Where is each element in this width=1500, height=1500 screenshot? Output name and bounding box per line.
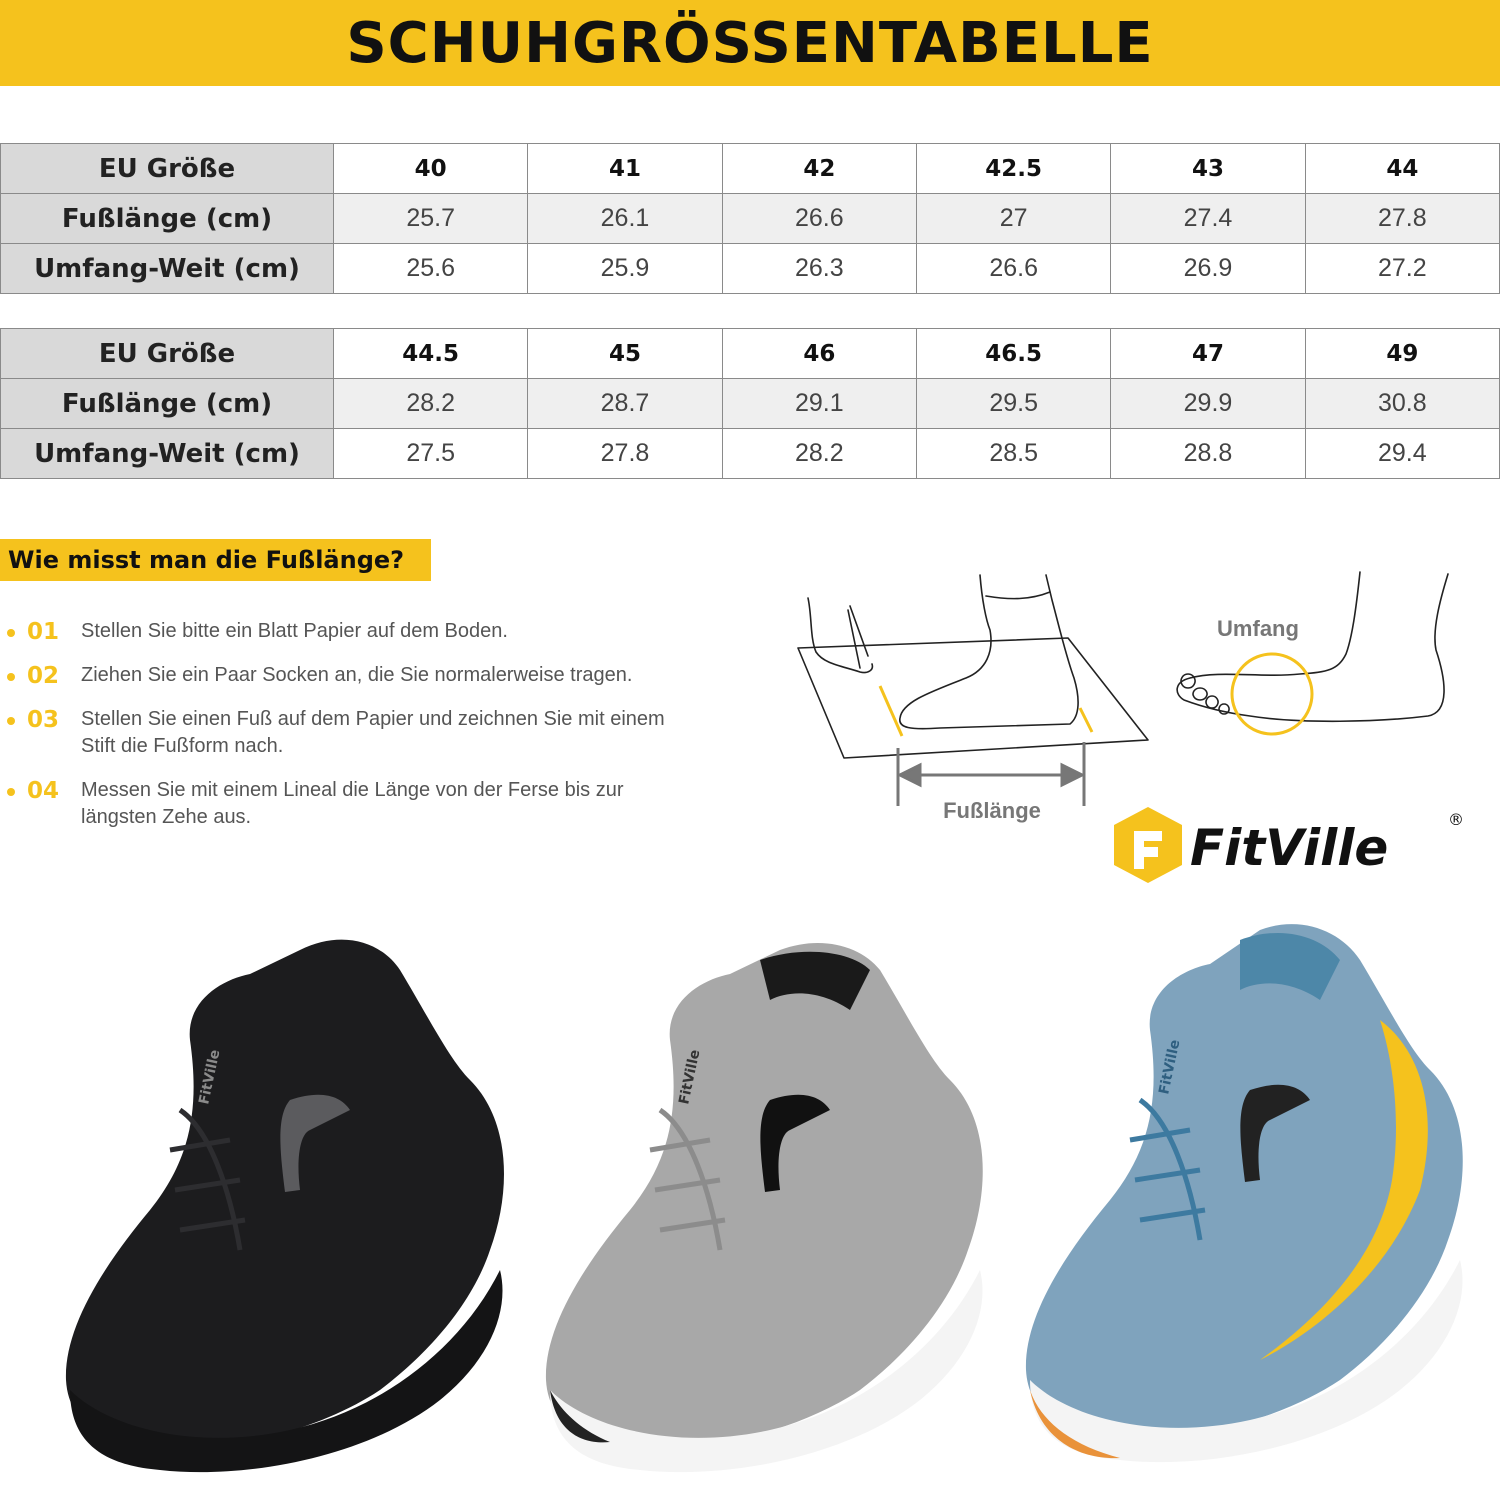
foot-outline-icon bbox=[900, 575, 1078, 729]
table-cell: 28.2 bbox=[334, 379, 528, 429]
arrow-right-icon bbox=[1062, 765, 1082, 785]
brand-name: FitVille bbox=[1190, 819, 1389, 877]
row-label-width: Umfang-Weit (cm) bbox=[1, 429, 334, 479]
table-cell: 29.4 bbox=[1305, 429, 1499, 479]
brand-mark-icon bbox=[1114, 807, 1182, 883]
row-label-foot-length: Fußlänge (cm) bbox=[1, 194, 334, 244]
black-sneaker-image bbox=[66, 940, 504, 1473]
table-cell: 49 bbox=[1305, 329, 1499, 379]
step-number: 02 bbox=[27, 663, 60, 689]
table-cell: 26.9 bbox=[1111, 244, 1305, 294]
table-cell: 28.2 bbox=[722, 429, 916, 479]
table-cell: 25.7 bbox=[334, 194, 528, 244]
table-cell: 25.6 bbox=[334, 244, 528, 294]
table-cell: 29.9 bbox=[1111, 379, 1305, 429]
table-cell: 28.8 bbox=[1111, 429, 1305, 479]
step-text: Ziehen Sie ein Paar Socken an, die Sie normalerweise tragen. bbox=[81, 664, 633, 686]
table-cell: 27.5 bbox=[334, 429, 528, 479]
table-row bbox=[1, 244, 1500, 294]
step-number: 03 bbox=[27, 707, 60, 733]
step-number: 01 bbox=[27, 619, 60, 645]
size-table-1 bbox=[0, 143, 1500, 294]
title-banner bbox=[0, 0, 1500, 86]
table-cell: 27.8 bbox=[528, 429, 722, 479]
table-cell: 40 bbox=[334, 144, 528, 194]
table-cell: 26.3 bbox=[722, 244, 916, 294]
table-cell: 28.5 bbox=[916, 429, 1110, 479]
table-cell: 26.6 bbox=[916, 244, 1110, 294]
table-cell: 42.5 bbox=[916, 144, 1110, 194]
hand-icon bbox=[808, 598, 872, 673]
row-label-eu: EU Größe bbox=[1, 329, 334, 379]
list-item bbox=[0, 703, 720, 760]
table-row bbox=[1, 379, 1500, 429]
row-label-foot-length: Fußlänge (cm) bbox=[1, 379, 334, 429]
howto-title: Wie misst man die Fußlänge? bbox=[8, 546, 405, 574]
table-cell: 25.9 bbox=[528, 244, 722, 294]
table-cell: 46.5 bbox=[916, 329, 1110, 379]
table-cell: 43 bbox=[1111, 144, 1305, 194]
table-cell: 27 bbox=[916, 194, 1110, 244]
table-cell: 44 bbox=[1305, 144, 1499, 194]
table-row bbox=[1, 329, 1500, 379]
table-row bbox=[1, 429, 1500, 479]
table-cell: 27.2 bbox=[1305, 244, 1499, 294]
table-cell: 46 bbox=[722, 329, 916, 379]
length-label: Fußlänge bbox=[943, 798, 1041, 823]
table-cell: 26.6 bbox=[722, 194, 916, 244]
table-row bbox=[1, 144, 1500, 194]
table-cell: 44.5 bbox=[334, 329, 528, 379]
table-cell: 45 bbox=[528, 329, 722, 379]
blue-sneaker-image bbox=[1026, 924, 1463, 1462]
list-item bbox=[0, 615, 720, 649]
shoe-print-label: FitVille bbox=[676, 1048, 704, 1106]
product-shoes bbox=[0, 890, 1500, 1500]
grey-sneaker-image bbox=[546, 943, 983, 1472]
circumference-label: Umfang bbox=[1217, 616, 1299, 641]
step-text: Stellen Sie bitte ein Blatt Papier auf dem Boden. bbox=[81, 620, 508, 642]
bullet-icon bbox=[7, 629, 15, 637]
paper-sheet-icon bbox=[798, 638, 1148, 758]
table-cell: 27.8 bbox=[1305, 194, 1499, 244]
list-item bbox=[0, 659, 720, 693]
bullet-icon bbox=[7, 788, 15, 796]
arrow-left-icon bbox=[900, 765, 920, 785]
step-number: 04 bbox=[27, 778, 60, 804]
table-cell: 30.8 bbox=[1305, 379, 1499, 429]
bullet-icon bbox=[7, 673, 15, 681]
table-cell: 28.7 bbox=[528, 379, 722, 429]
table-cell: 29.1 bbox=[722, 379, 916, 429]
page-title: SCHUHGRÖSSENTABELLE bbox=[346, 10, 1154, 76]
list-item bbox=[0, 774, 720, 831]
registered-mark: ® bbox=[1448, 810, 1464, 829]
bullet-icon bbox=[7, 717, 15, 725]
table-cell: 26.1 bbox=[528, 194, 722, 244]
size-table-2 bbox=[0, 328, 1500, 479]
table-row bbox=[1, 194, 1500, 244]
brand-logo bbox=[1112, 805, 1472, 885]
table-cell: 47 bbox=[1111, 329, 1305, 379]
table-cell: 29.5 bbox=[916, 379, 1110, 429]
step-text: Messen Sie mit einem Lineal die Länge von der Ferse bis zur längsten Zehe aus. bbox=[81, 779, 624, 828]
circumference-ring-icon bbox=[1232, 654, 1312, 734]
table-cell: 41 bbox=[528, 144, 722, 194]
table-cell: 27.4 bbox=[1111, 194, 1305, 244]
shoe-print-label: FitVille bbox=[196, 1048, 224, 1106]
row-label-width: Umfang-Weit (cm) bbox=[1, 244, 334, 294]
step-text: Stellen Sie einen Fuß auf dem Papier und zeichnen Sie mit einem Stift die Fußform nach. bbox=[81, 708, 665, 757]
table-cell: 42 bbox=[722, 144, 916, 194]
row-label-eu: EU Größe bbox=[1, 144, 334, 194]
howto-heading bbox=[0, 539, 431, 581]
shoe-print-label: FitVille bbox=[1156, 1038, 1184, 1096]
